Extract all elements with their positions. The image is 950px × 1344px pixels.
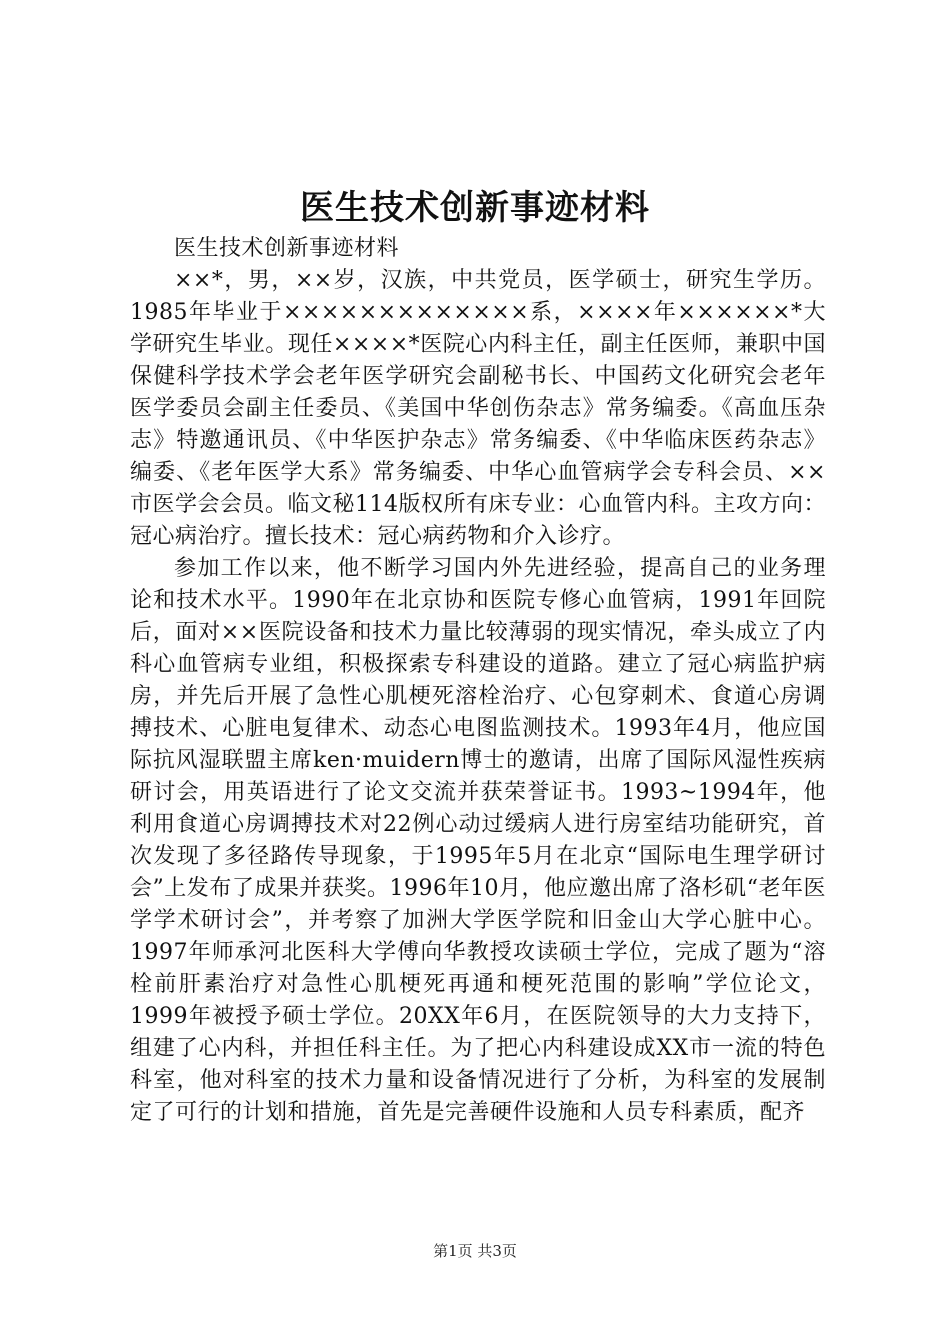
paragraph-career: 参加工作以来，他不断学习国内外先进经验，提高自己的业务理论和技术水平。1990年在北京协和医院专修心血管病，1991年回院后，面对××医院设备和技术力量比较薄弱的现实情况，牵头成立了内科心血管病专业组，积极探索专科建设的道路。建立了冠心病监护病房，并先后开展了急性心肌梗死溶栓治疗、心包穿刺术、食道心房调搏技术、心脏电复律术、动态心电图监测技术。1993年4月，他应国际抗风湿联盟主席ken·muidern博士的邀请，出席了国际风湿性疾病研讨会，用英语进行了论文交流并获荣誉证书。1993~1994年，他利用食道心房调搏技术对22例心动过缓病人进行房室结功能研究，首次发现了多径路传导现象，于1995年5月在北京“国际电生理学研讨会”上发布了成果并获奖。1996年10月，他应邀出席了洛杉矶“老年医学学术研讨会”，并考察了加洲大学医学院和旧金山大学心脏中心。1997年师承河北医科大学傅向华教授攻读硕士学位，完成了题为“溶栓前肝素治疗对急性心肌梗死再通和梗死范围的影响”学位论文，1999年被授予硕士学位。20XX年6月，在医院领导的大力支持下，组建了心内科，并担任科主任。为了把心内科建设成XX市一流的特色科室，他对科室的技术力量和设备情况进行了分析，为科室的发展制定了可行的计划和措施，首先是完善硬件设施和人员专科素质，配齐	[130, 556, 826, 1125]
document-title: 医生技术创新事迹材料	[300, 188, 650, 228]
document-body	[130, 233, 826, 1129]
page-number-footer: 第1页 共3页	[433, 1242, 517, 1260]
paragraph-subtitle: 医生技术创新事迹材料	[174, 236, 400, 261]
paragraph-profile: ××*，男，××岁，汉族，中共党员，医学硕士，研究生学历。1985年毕业于×××××××××××××系，××××年××××××*大学研究生毕业。现任××××*医院心内科主任，副主任医师，兼职中国保健科学技术学会老年医学研究会副秘书长、中国药文化研究会老年医学委员会副主任委员、《美国中华创伤杂志》常务编委。《高血压杂志》特邀通讯员、《中华医护杂志》常务编委、《中华临床医药杂志》编委、《老年医学大系》常务编委、中华心血管病学会专科会员、××市医学会会员。临文秘114版权所有床专业：心血管内科。主攻方向：冠心病治疗。擅长技术：冠心病药物和介入诊疗。	[130, 268, 826, 549]
